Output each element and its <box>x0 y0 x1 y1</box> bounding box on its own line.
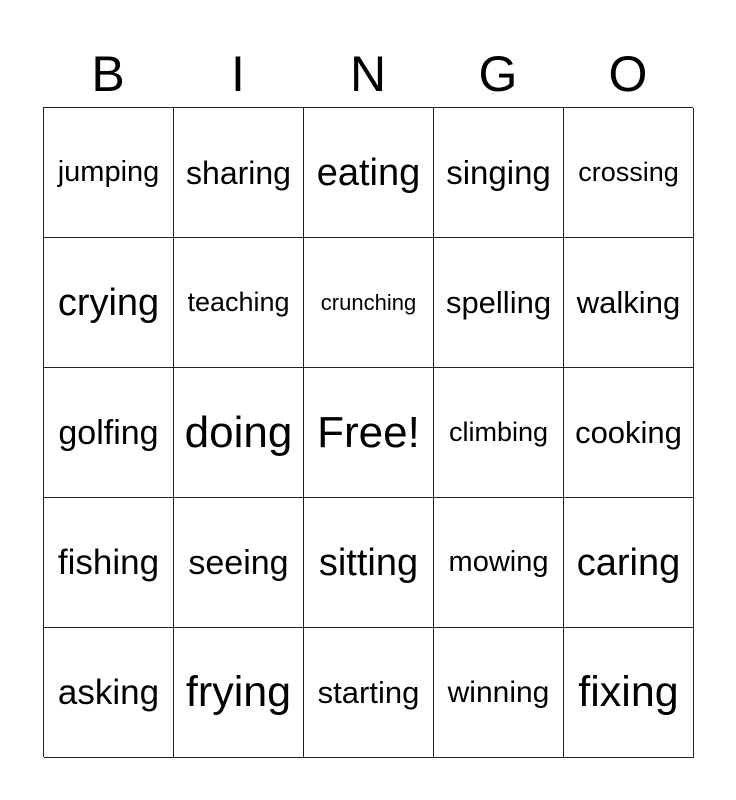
bingo-cell-r5-c4: winning <box>434 628 564 758</box>
bingo-card <box>43 107 693 757</box>
header-letter-g: G <box>478 46 518 102</box>
bingo-cell-r2-c4: spelling <box>434 238 564 368</box>
bingo-cell-r4-c3: sitting <box>304 498 434 628</box>
bingo-cell-r1-c3: eating <box>304 108 434 238</box>
bingo-cell-r5-c1: asking <box>44 628 174 758</box>
bingo-cell-r1-c4: singing <box>434 108 564 238</box>
bingo-cell-r4-c5: caring <box>564 498 694 628</box>
bingo-cell-r1-c2: sharing <box>174 108 304 238</box>
bingo-cell-r5-c3: starting <box>304 628 434 758</box>
bingo-cell-r5-c5: fixing <box>564 628 694 758</box>
header-letter-i: I <box>231 46 245 102</box>
bingo-cell-r3-c2: doing <box>174 368 304 498</box>
header-letter-b: B <box>91 46 125 102</box>
bingo-cell-r4-c4: mowing <box>434 498 564 628</box>
bingo-cell-r3-c4: climbing <box>434 368 564 498</box>
bingo-cell-r4-c1: fishing <box>44 498 174 628</box>
header-letter-o: O <box>608 46 648 102</box>
bingo-cell-r2-c1: crying <box>44 238 174 368</box>
bingo-cell-r3-c5: cooking <box>564 368 694 498</box>
bingo-cell-free: Free! <box>304 368 434 498</box>
bingo-cell-r2-c2: teaching <box>174 238 304 368</box>
bingo-cell-r3-c1: golfing <box>44 368 174 498</box>
bingo-cell-r4-c2: seeing <box>174 498 304 628</box>
bingo-cell-r2-c3: crunching <box>304 238 434 368</box>
bingo-header <box>43 40 693 108</box>
bingo-cell-r2-c5: walking <box>564 238 694 368</box>
bingo-cell-r1-c5: crossing <box>564 108 694 238</box>
header-letter-n: N <box>349 46 387 102</box>
bingo-cell-r5-c2: frying <box>174 628 304 758</box>
bingo-cell-r1-c1: jumping <box>44 108 174 238</box>
